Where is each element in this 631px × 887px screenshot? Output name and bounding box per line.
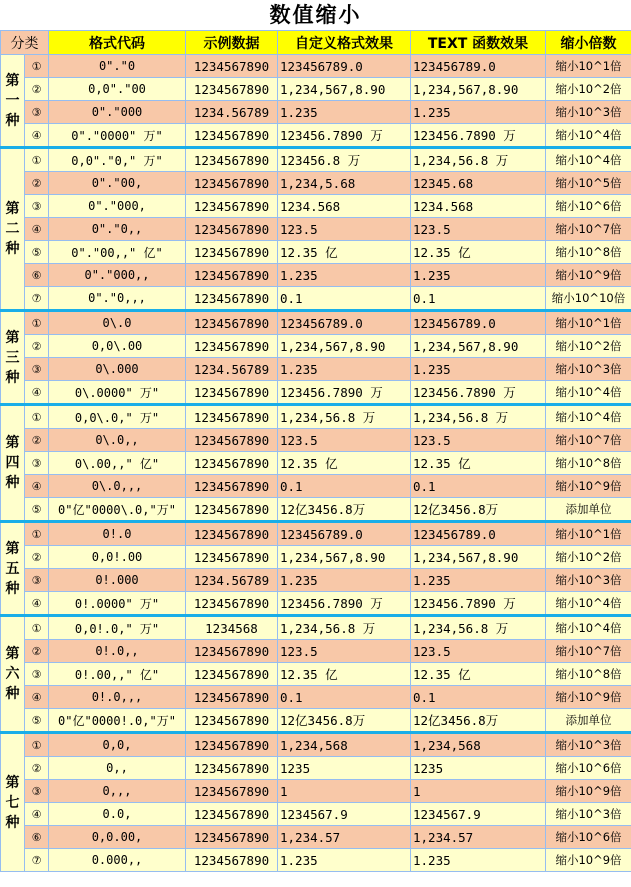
custom-format-result-cell[interactable]: 1.235	[278, 569, 411, 592]
scale-cell[interactable]: 缩小10^4倍	[546, 148, 631, 172]
custom-format-result-cell[interactable]: 123456789.0	[278, 522, 411, 546]
format-code-cell[interactable]: 0.000,,	[49, 849, 186, 872]
custom-format-result-cell[interactable]: 0.1	[278, 287, 411, 311]
custom-format-result-cell[interactable]: 0.1	[278, 686, 411, 709]
row-number-cell[interactable]: ②	[25, 172, 49, 195]
scale-cell[interactable]: 缩小10^3倍	[546, 101, 631, 124]
row-number-cell[interactable]: ②	[25, 757, 49, 780]
row-number-cell[interactable]: ③	[25, 780, 49, 803]
group-label[interactable]: 第 五 种	[1, 522, 25, 616]
row-number-cell[interactable]: ①	[25, 733, 49, 757]
table-row	[1, 663, 631, 686]
scale-cell[interactable]: 缩小10^1倍	[546, 55, 631, 78]
text-function-result-cell[interactable]: 123.5	[411, 218, 546, 241]
table-row	[1, 780, 631, 803]
row-number-cell[interactable]: ①	[25, 616, 49, 640]
text-function-result-cell[interactable]: 1,234,567,8.90	[411, 78, 546, 101]
table-row	[1, 849, 631, 872]
table-row	[1, 381, 631, 405]
table-row	[1, 826, 631, 849]
text-function-result-cell[interactable]: 1,234,56.8 万	[411, 148, 546, 172]
format-code-cell[interactable]: 0,0\.0," 万"	[49, 405, 186, 429]
scale-cell[interactable]: 缩小10^6倍	[546, 757, 631, 780]
table-row	[1, 757, 631, 780]
example-data-cell[interactable]: 1234567890	[186, 55, 278, 78]
row-number-cell[interactable]: ④	[25, 803, 49, 826]
example-data-cell[interactable]: 1234567890	[186, 475, 278, 498]
row-number-cell[interactable]: ①	[25, 311, 49, 335]
format-code-cell[interactable]: 0!.000	[49, 569, 186, 592]
example-data-cell[interactable]: 1234567890	[186, 311, 278, 335]
example-data-cell[interactable]: 1234.56789	[186, 569, 278, 592]
text-function-result-cell[interactable]: 12亿3456.8万	[411, 709, 546, 733]
row-number-cell[interactable]: ①	[25, 148, 49, 172]
table-row	[1, 55, 631, 78]
custom-format-result-cell[interactable]: 1,234,567,8.90	[278, 335, 411, 358]
header-scale[interactable]: 缩小倍数	[546, 31, 631, 55]
example-data-cell[interactable]: 1234567890	[186, 78, 278, 101]
format-code-cell[interactable]: 0"."0,,,	[49, 287, 186, 311]
row-number-cell[interactable]: ②	[25, 546, 49, 569]
text-function-result-cell[interactable]: 123.5	[411, 429, 546, 452]
format-code-cell[interactable]: 0"亿"0000!.0,"万"	[49, 709, 186, 733]
row-number-cell[interactable]: ①	[25, 405, 49, 429]
table-row	[1, 264, 631, 287]
row-number-cell[interactable]: ⑤	[25, 241, 49, 264]
format-code-cell[interactable]: 0,0,	[49, 733, 186, 757]
format-code-cell[interactable]: 0"."0	[49, 55, 186, 78]
scale-cell[interactable]: 缩小10^3倍	[546, 358, 631, 381]
text-function-result-cell[interactable]: 12.35 亿	[411, 663, 546, 686]
scale-cell[interactable]: 缩小10^7倍	[546, 218, 631, 241]
scale-cell[interactable]: 缩小10^8倍	[546, 452, 631, 475]
table-row	[1, 733, 631, 757]
row-number-cell[interactable]: ④	[25, 686, 49, 709]
custom-format-result-cell[interactable]: 1,234,56.8 万	[278, 616, 411, 640]
format-code-cell[interactable]: 0\.0000" 万"	[49, 381, 186, 405]
table-row	[1, 640, 631, 663]
text-function-result-cell[interactable]: 12.35 亿	[411, 241, 546, 264]
example-data-cell[interactable]: 1234567890	[186, 148, 278, 172]
table-row	[1, 218, 631, 241]
format-code-cell[interactable]: 0"."000,	[49, 195, 186, 218]
format-code-cell[interactable]: 0.0,	[49, 803, 186, 826]
row-number-cell[interactable]: ⑦	[25, 849, 49, 872]
example-data-cell[interactable]: 1234567890	[186, 124, 278, 148]
format-code-cell[interactable]: 0,0\.00	[49, 335, 186, 358]
example-data-cell[interactable]: 1234567890	[186, 218, 278, 241]
custom-format-result-cell[interactable]: 0.1	[278, 475, 411, 498]
format-code-cell[interactable]: 0!.0000" 万"	[49, 592, 186, 616]
header-text[interactable]: TEXT 函数效果	[411, 31, 546, 55]
scale-cell[interactable]: 缩小10^2倍	[546, 78, 631, 101]
table-row	[1, 241, 631, 264]
table-row	[1, 475, 631, 498]
format-table	[0, 30, 631, 872]
custom-format-result-cell[interactable]: 1,234.57	[278, 826, 411, 849]
text-function-result-cell[interactable]: 1235	[411, 757, 546, 780]
format-code-cell[interactable]: 0"."00,	[49, 172, 186, 195]
format-code-cell[interactable]: 0,0.00,	[49, 826, 186, 849]
custom-format-result-cell[interactable]: 1.235	[278, 264, 411, 287]
text-function-result-cell[interactable]: 1,234.57	[411, 826, 546, 849]
example-data-cell[interactable]: 1234567890	[186, 592, 278, 616]
custom-format-result-cell[interactable]: 1.235	[278, 358, 411, 381]
table-row	[1, 592, 631, 616]
format-code-cell[interactable]: 0"."0000" 万"	[49, 124, 186, 148]
text-function-result-cell[interactable]: 123456.7890 万	[411, 124, 546, 148]
scale-cell[interactable]: 缩小10^9倍	[546, 475, 631, 498]
header-code[interactable]: 格式代码	[49, 31, 186, 55]
format-code-cell[interactable]: 0,0"."0," 万"	[49, 148, 186, 172]
example-data-cell[interactable]: 1234567890	[186, 709, 278, 733]
scale-cell[interactable]: 缩小10^3倍	[546, 803, 631, 826]
row-number-cell[interactable]: ④	[25, 381, 49, 405]
format-code-cell[interactable]: 0,,	[49, 757, 186, 780]
format-code-cell[interactable]: 0,0!.0," 万"	[49, 616, 186, 640]
table-row	[1, 522, 631, 546]
scale-cell[interactable]: 缩小10^4倍	[546, 381, 631, 405]
group-label[interactable]: 第 二 种	[1, 148, 25, 311]
table-row	[1, 195, 631, 218]
row-number-cell[interactable]: ②	[25, 640, 49, 663]
group-label[interactable]: 第 一 种	[1, 55, 25, 148]
format-code-cell[interactable]: 0\.0,,,	[49, 475, 186, 498]
format-code-cell[interactable]: 0"."0,,	[49, 218, 186, 241]
table-row	[1, 311, 631, 335]
row-number-cell[interactable]: ③	[25, 101, 49, 124]
row-number-cell[interactable]: ②	[25, 335, 49, 358]
custom-format-result-cell[interactable]: 1234567.9	[278, 803, 411, 826]
text-function-result-cell[interactable]: 123456.7890 万	[411, 592, 546, 616]
custom-format-result-cell[interactable]: 1,234,567,8.90	[278, 78, 411, 101]
example-data-cell[interactable]: 1234567890	[186, 546, 278, 569]
format-code-cell[interactable]: 0\.000	[49, 358, 186, 381]
format-code-cell[interactable]: 0\.0,,	[49, 429, 186, 452]
scale-cell[interactable]: 缩小10^6倍	[546, 826, 631, 849]
example-data-cell[interactable]: 1234567890	[186, 195, 278, 218]
scale-cell[interactable]: 添加单位	[546, 498, 631, 522]
table-row	[1, 452, 631, 475]
example-data-cell[interactable]: 1234567890	[186, 663, 278, 686]
group-label[interactable]: 第 六 种	[1, 616, 25, 733]
format-code-cell[interactable]: 0!.00,," 亿"	[49, 663, 186, 686]
scale-cell[interactable]: 缩小10^7倍	[546, 429, 631, 452]
row-number-cell[interactable]: ②	[25, 429, 49, 452]
text-function-result-cell[interactable]: 0.1	[411, 475, 546, 498]
example-data-cell[interactable]: 1234567890	[186, 803, 278, 826]
scale-cell[interactable]: 缩小10^8倍	[546, 241, 631, 264]
example-data-cell[interactable]: 1234.56789	[186, 101, 278, 124]
text-function-result-cell[interactable]: 1234.568	[411, 195, 546, 218]
scale-cell[interactable]: 缩小10^1倍	[546, 311, 631, 335]
custom-format-result-cell[interactable]: 12亿3456.8万	[278, 709, 411, 733]
example-data-cell[interactable]: 1234.56789	[186, 358, 278, 381]
scale-cell[interactable]: 缩小10^8倍	[546, 663, 631, 686]
format-code-cell[interactable]: 0\.00,," 亿"	[49, 452, 186, 475]
scale-cell[interactable]: 缩小10^5倍	[546, 172, 631, 195]
custom-format-result-cell[interactable]: 123456.8 万	[278, 148, 411, 172]
scale-cell[interactable]: 缩小10^10倍	[546, 287, 631, 311]
scale-cell[interactable]: 缩小10^9倍	[546, 686, 631, 709]
custom-format-result-cell[interactable]: 1,234,567,8.90	[278, 546, 411, 569]
format-code-cell[interactable]: 0!.0,,,	[49, 686, 186, 709]
row-number-cell[interactable]: ⑤	[25, 498, 49, 522]
row-number-cell[interactable]: ⑤	[25, 709, 49, 733]
custom-format-result-cell[interactable]: 12.35 亿	[278, 452, 411, 475]
example-data-cell[interactable]: 1234567890	[186, 287, 278, 311]
scale-cell[interactable]: 缩小10^3倍	[546, 569, 631, 592]
scale-cell[interactable]: 缩小10^4倍	[546, 592, 631, 616]
example-data-cell[interactable]: 1234567890	[186, 498, 278, 522]
example-data-cell[interactable]: 1234567890	[186, 405, 278, 429]
table-row	[1, 124, 631, 148]
custom-format-result-cell[interactable]: 123456.7890 万	[278, 124, 411, 148]
row-number-cell[interactable]: ⑥	[25, 264, 49, 287]
custom-format-result-cell[interactable]: 123456.7890 万	[278, 381, 411, 405]
table-row	[1, 101, 631, 124]
header-example[interactable]: 示例数据	[186, 31, 278, 55]
row-number-cell[interactable]: ③	[25, 569, 49, 592]
header-custom[interactable]: 自定义格式效果	[278, 31, 411, 55]
text-function-result-cell[interactable]: 0.1	[411, 287, 546, 311]
text-function-result-cell[interactable]: 1,234,567,8.90	[411, 546, 546, 569]
custom-format-result-cell[interactable]: 123456.7890 万	[278, 592, 411, 616]
table-row	[1, 709, 631, 733]
example-data-cell[interactable]: 1234567890	[186, 264, 278, 287]
custom-format-result-cell[interactable]: 12.35 亿	[278, 663, 411, 686]
custom-format-result-cell[interactable]: 1.235	[278, 849, 411, 872]
text-function-result-cell[interactable]: 1234567.9	[411, 803, 546, 826]
text-function-result-cell[interactable]: 1,234,56.8 万	[411, 616, 546, 640]
row-number-cell[interactable]: ④	[25, 124, 49, 148]
scale-cell[interactable]: 缩小10^4倍	[546, 405, 631, 429]
example-data-cell[interactable]: 1234567890	[186, 172, 278, 195]
text-function-result-cell[interactable]: 1,234,568	[411, 733, 546, 757]
text-function-result-cell[interactable]: 1,234,567,8.90	[411, 335, 546, 358]
row-number-cell[interactable]: ③	[25, 358, 49, 381]
table-row	[1, 78, 631, 101]
text-function-result-cell[interactable]: 1.235	[411, 569, 546, 592]
scale-cell[interactable]: 缩小10^2倍	[546, 546, 631, 569]
text-function-result-cell[interactable]: 12亿3456.8万	[411, 498, 546, 522]
example-data-cell[interactable]: 1234567890	[186, 686, 278, 709]
custom-format-result-cell[interactable]: 123456789.0	[278, 55, 411, 78]
table-row	[1, 172, 631, 195]
text-function-result-cell[interactable]: 12.35 亿	[411, 452, 546, 475]
example-data-cell[interactable]: 1234567890	[186, 452, 278, 475]
group-label[interactable]: 第 三 种	[1, 311, 25, 405]
table-row	[1, 686, 631, 709]
text-function-result-cell[interactable]: 123.5	[411, 640, 546, 663]
table-row	[1, 616, 631, 640]
text-function-result-cell[interactable]: 1.235	[411, 264, 546, 287]
text-function-result-cell[interactable]: 123456789.0	[411, 522, 546, 546]
custom-format-result-cell[interactable]: 1	[278, 780, 411, 803]
scale-cell[interactable]: 添加单位	[546, 709, 631, 733]
row-number-cell[interactable]: ⑦	[25, 287, 49, 311]
header-category[interactable]: 分类	[1, 31, 49, 55]
row-number-cell[interactable]: ⑥	[25, 826, 49, 849]
row-number-cell[interactable]: ①	[25, 522, 49, 546]
table-row	[1, 569, 631, 592]
table-row	[1, 358, 631, 381]
scale-cell[interactable]: 缩小10^9倍	[546, 780, 631, 803]
table-row	[1, 335, 631, 358]
example-data-cell[interactable]: 1234567890	[186, 381, 278, 405]
custom-format-result-cell[interactable]: 1,234,568	[278, 733, 411, 757]
format-code-cell[interactable]: 0!.0	[49, 522, 186, 546]
format-code-cell[interactable]: 0"."00,," 亿"	[49, 241, 186, 264]
custom-format-result-cell[interactable]: 1.235	[278, 101, 411, 124]
row-number-cell[interactable]: ④	[25, 218, 49, 241]
text-function-result-cell[interactable]: 0.1	[411, 686, 546, 709]
example-data-cell[interactable]: 1234567890	[186, 640, 278, 663]
row-number-cell[interactable]: ③	[25, 195, 49, 218]
table-row	[1, 498, 631, 522]
example-data-cell[interactable]: 1234567890	[186, 429, 278, 452]
format-code-cell[interactable]: 0!.0,,	[49, 640, 186, 663]
format-code-cell[interactable]: 0"亿"0000\.0,"万"	[49, 498, 186, 522]
example-data-cell[interactable]: 1234567890	[186, 757, 278, 780]
text-function-result-cell[interactable]: 123456789.0	[411, 311, 546, 335]
table-body	[1, 55, 631, 872]
format-code-cell[interactable]: 0"."000,,	[49, 264, 186, 287]
custom-format-result-cell[interactable]: 1,234,56.8 万	[278, 405, 411, 429]
example-data-cell[interactable]: 1234567890	[186, 826, 278, 849]
custom-format-result-cell[interactable]: 123456789.0	[278, 311, 411, 335]
custom-format-result-cell[interactable]: 1235	[278, 757, 411, 780]
group-label[interactable]: 第 四 种	[1, 405, 25, 522]
table-row	[1, 429, 631, 452]
group-label[interactable]: 第 七 种	[1, 733, 25, 872]
scale-cell[interactable]: 缩小10^4倍	[546, 616, 631, 640]
scale-cell[interactable]: 缩小10^9倍	[546, 849, 631, 872]
scale-cell[interactable]: 缩小10^4倍	[546, 124, 631, 148]
page-title: 数值缩小	[269, 3, 362, 27]
scale-cell[interactable]: 缩小10^7倍	[546, 640, 631, 663]
custom-format-result-cell[interactable]: 12.35 亿	[278, 241, 411, 264]
row-number-cell[interactable]: ④	[25, 475, 49, 498]
example-data-cell[interactable]: 1234568	[186, 616, 278, 640]
row-number-cell[interactable]: ④	[25, 592, 49, 616]
example-data-cell[interactable]: 1234567890	[186, 733, 278, 757]
custom-format-result-cell[interactable]: 123.5	[278, 640, 411, 663]
format-code-cell[interactable]: 0,0"."00	[49, 78, 186, 101]
example-data-cell[interactable]: 1234567890	[186, 241, 278, 264]
row-number-cell[interactable]: ①	[25, 55, 49, 78]
table-row	[1, 148, 631, 172]
row-number-cell[interactable]: ③	[25, 663, 49, 686]
text-function-result-cell[interactable]: 1	[411, 780, 546, 803]
text-function-result-cell[interactable]: 123456.7890 万	[411, 381, 546, 405]
format-code-cell[interactable]: 0"."000	[49, 101, 186, 124]
custom-format-result-cell[interactable]: 12亿3456.8万	[278, 498, 411, 522]
scale-cell[interactable]: 缩小10^1倍	[546, 522, 631, 546]
format-code-cell[interactable]: 0,,,	[49, 780, 186, 803]
scale-cell[interactable]: 缩小10^9倍	[546, 264, 631, 287]
table-row	[1, 803, 631, 826]
custom-format-result-cell[interactable]: 1234.568	[278, 195, 411, 218]
text-function-result-cell[interactable]: 1.235	[411, 101, 546, 124]
example-data-cell[interactable]: 1234567890	[186, 522, 278, 546]
header-row	[1, 31, 631, 55]
text-function-result-cell[interactable]: 1.235	[411, 849, 546, 872]
text-function-result-cell[interactable]: 12345.68	[411, 172, 546, 195]
table-row	[1, 405, 631, 429]
row-number-cell[interactable]: ②	[25, 78, 49, 101]
scale-cell[interactable]: 缩小10^2倍	[546, 335, 631, 358]
scale-cell[interactable]: 缩小10^3倍	[546, 733, 631, 757]
text-function-result-cell[interactable]: 1.235	[411, 358, 546, 381]
table-row	[1, 546, 631, 569]
format-code-cell[interactable]: 0\.0	[49, 311, 186, 335]
text-function-result-cell[interactable]: 1,234,56.8 万	[411, 405, 546, 429]
table-row	[1, 287, 631, 311]
custom-format-result-cell[interactable]: 1,234,5.68	[278, 172, 411, 195]
scale-cell[interactable]: 缩小10^6倍	[546, 195, 631, 218]
example-data-cell[interactable]: 1234567890	[186, 335, 278, 358]
text-function-result-cell[interactable]: 123456789.0	[411, 55, 546, 78]
example-data-cell[interactable]: 1234567890	[186, 849, 278, 872]
example-data-cell[interactable]: 1234567890	[186, 780, 278, 803]
custom-format-result-cell[interactable]: 123.5	[278, 429, 411, 452]
custom-format-result-cell[interactable]: 123.5	[278, 218, 411, 241]
format-code-cell[interactable]: 0,0!.00	[49, 546, 186, 569]
row-number-cell[interactable]: ③	[25, 452, 49, 475]
